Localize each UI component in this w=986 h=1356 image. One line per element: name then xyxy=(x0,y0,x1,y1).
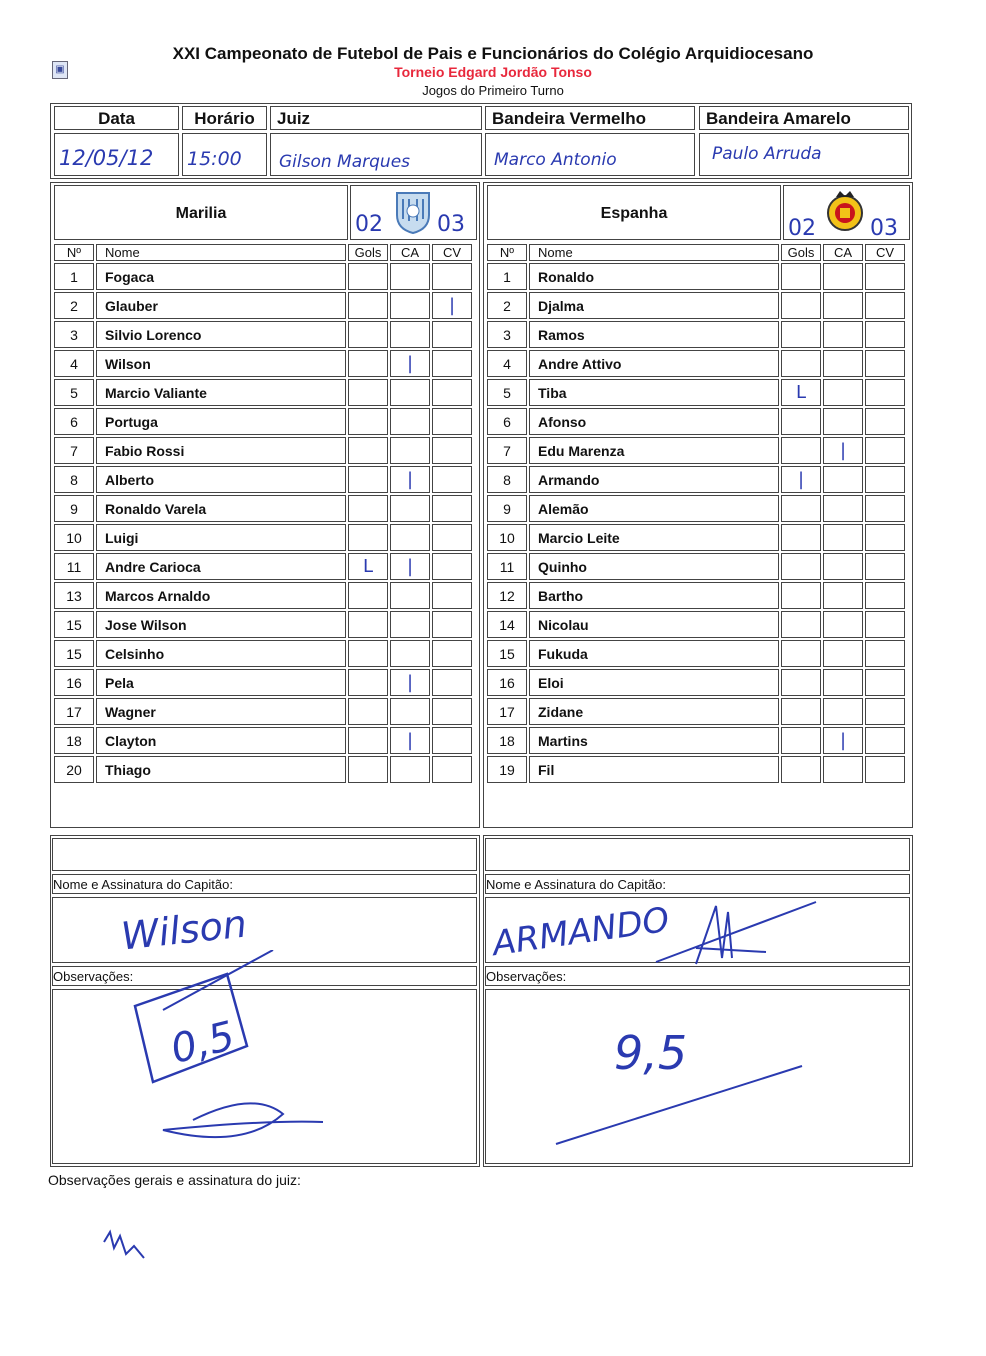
player-goals xyxy=(781,756,821,783)
player-yellow-cards xyxy=(390,321,430,348)
team-left-name: Marilia xyxy=(54,185,348,240)
player-yellow-cards xyxy=(823,292,863,319)
team-right-observation-note: 9,5 xyxy=(614,1026,688,1080)
player-yellow-cards: | xyxy=(390,669,430,696)
player-red-cards xyxy=(432,437,472,464)
player-goals: | xyxy=(781,466,821,493)
player-red-cards xyxy=(865,698,905,725)
player-name: Tiba xyxy=(529,379,779,406)
player-yellow-cards: | xyxy=(823,437,863,464)
player-red-cards xyxy=(432,495,472,522)
yellow-flag-value: Paulo Arruda xyxy=(712,144,822,164)
table-row xyxy=(54,495,472,522)
tournament-subtitle: Torneio Edgard Jordão Tonso xyxy=(394,64,592,80)
player-red-cards xyxy=(432,669,472,696)
table-row xyxy=(487,321,905,348)
table-row xyxy=(487,408,905,435)
table-row xyxy=(487,466,905,493)
player-number: 8 xyxy=(54,466,94,493)
player-name: Glauber xyxy=(96,292,346,319)
player-goals xyxy=(348,408,388,435)
player-goals xyxy=(348,669,388,696)
player-yellow-cards xyxy=(390,292,430,319)
player-goals xyxy=(781,292,821,319)
player-yellow-cards xyxy=(390,408,430,435)
player-red-cards xyxy=(865,437,905,464)
player-goals xyxy=(781,350,821,377)
player-goals xyxy=(348,640,388,667)
player-name: Bartho xyxy=(529,582,779,609)
team-left-observation-note: 0,5 xyxy=(166,1012,240,1074)
team-left-blank-row xyxy=(52,838,477,871)
table-row xyxy=(487,756,905,783)
table-row xyxy=(487,437,905,464)
player-red-cards xyxy=(432,524,472,551)
player-number: 9 xyxy=(487,495,527,522)
player-goals xyxy=(348,698,388,725)
player-red-cards xyxy=(865,582,905,609)
player-number: 14 xyxy=(487,611,527,638)
table-row xyxy=(487,379,905,406)
table-row xyxy=(54,756,472,783)
player-yellow-cards xyxy=(823,698,863,725)
player-red-cards xyxy=(432,640,472,667)
round-label: Jogos do Primeiro Turno xyxy=(422,83,564,98)
player-goals xyxy=(348,582,388,609)
player-name: Fabio Rossi xyxy=(96,437,346,464)
player-name: Marcio Valiante xyxy=(96,379,346,406)
player-red-cards xyxy=(865,263,905,290)
player-name: Pela xyxy=(96,669,346,696)
player-number: 1 xyxy=(487,263,527,290)
column-goals-header: Gols xyxy=(348,244,388,261)
player-red-cards xyxy=(865,466,905,493)
player-yellow-cards xyxy=(823,321,863,348)
referee-notes-label: Observações gerais e assinatura do juiz: xyxy=(48,1172,301,1188)
player-name: Andre Carioca xyxy=(96,553,346,580)
table-row xyxy=(487,669,905,696)
player-goals xyxy=(781,263,821,290)
player-number: 18 xyxy=(487,727,527,754)
player-red-cards xyxy=(432,756,472,783)
player-red-cards xyxy=(865,379,905,406)
table-row xyxy=(54,582,472,609)
column-name-header: Nome xyxy=(529,244,779,261)
player-red-cards xyxy=(432,582,472,609)
player-yellow-cards xyxy=(390,756,430,783)
player-goals xyxy=(781,553,821,580)
table-row xyxy=(54,524,472,551)
player-red-cards xyxy=(432,727,472,754)
player-red-cards xyxy=(865,669,905,696)
column-goals-header: Gols xyxy=(781,244,821,261)
player-red-cards xyxy=(432,466,472,493)
red-flag-cell xyxy=(485,133,695,176)
player-name: Nicolau xyxy=(529,611,779,638)
player-number: 11 xyxy=(487,553,527,580)
player-name: Celsinho xyxy=(96,640,346,667)
player-yellow-cards xyxy=(823,611,863,638)
player-yellow-cards xyxy=(390,582,430,609)
table-row xyxy=(54,669,472,696)
player-yellow-cards xyxy=(823,524,863,551)
player-goals xyxy=(348,727,388,754)
player-red-cards xyxy=(865,495,905,522)
player-red-cards xyxy=(865,727,905,754)
column-yellow-card-header: CA xyxy=(823,244,863,261)
player-number: 3 xyxy=(54,321,94,348)
player-red-cards xyxy=(865,321,905,348)
player-red-cards xyxy=(432,263,472,290)
referee-label: Juiz xyxy=(270,106,482,130)
table-row xyxy=(54,611,472,638)
player-red-cards xyxy=(865,756,905,783)
table-row xyxy=(54,553,472,580)
player-number: 20 xyxy=(54,756,94,783)
player-name: Fil xyxy=(529,756,779,783)
player-number: 9 xyxy=(54,495,94,522)
player-goals xyxy=(348,437,388,464)
time-label: Horário xyxy=(182,106,267,130)
player-goals xyxy=(781,611,821,638)
player-yellow-cards: | xyxy=(390,727,430,754)
team-right-name: Espanha xyxy=(487,185,781,240)
player-number: 7 xyxy=(487,437,527,464)
player-goals xyxy=(348,321,388,348)
player-yellow-cards xyxy=(823,669,863,696)
team-left-observations-label: Observações: xyxy=(53,969,134,984)
player-number: 13 xyxy=(54,582,94,609)
player-number: 15 xyxy=(54,611,94,638)
player-goals xyxy=(781,669,821,696)
player-number: 10 xyxy=(54,524,94,551)
player-goals xyxy=(781,582,821,609)
player-yellow-cards: | xyxy=(390,466,430,493)
team-left-roster xyxy=(52,242,474,785)
date-cell xyxy=(54,133,179,176)
player-name: Ronaldo xyxy=(529,263,779,290)
table-row xyxy=(54,437,472,464)
player-red-cards xyxy=(865,611,905,638)
player-yellow-cards xyxy=(823,379,863,406)
player-yellow-cards xyxy=(823,756,863,783)
table-row xyxy=(487,524,905,551)
player-yellow-cards xyxy=(823,495,863,522)
table-row xyxy=(487,640,905,667)
spain-federation-crest-icon xyxy=(822,188,868,234)
red-flag-label: Bandeira Vermelho xyxy=(485,106,695,130)
time-cell xyxy=(182,133,267,176)
player-name: Jose Wilson xyxy=(96,611,346,638)
player-name: Djalma xyxy=(529,292,779,319)
column-red-card-header: CV xyxy=(865,244,905,261)
player-yellow-cards xyxy=(823,640,863,667)
player-goals: L xyxy=(348,553,388,580)
player-goals xyxy=(348,466,388,493)
player-number: 12 xyxy=(487,582,527,609)
time-value: 15:00 xyxy=(187,148,242,170)
table-row xyxy=(54,263,472,290)
column-yellow-card-header: CA xyxy=(390,244,430,261)
table-row xyxy=(54,698,472,725)
player-number: 18 xyxy=(54,727,94,754)
table-row xyxy=(487,553,905,580)
player-number: 10 xyxy=(487,524,527,551)
player-goals xyxy=(781,698,821,725)
player-name: Marcos Arnaldo xyxy=(96,582,346,609)
player-number: 6 xyxy=(487,408,527,435)
document-icon: ▣ xyxy=(52,61,68,79)
player-number: 3 xyxy=(487,321,527,348)
player-number: 8 xyxy=(487,466,527,493)
player-number: 2 xyxy=(487,292,527,319)
table-row xyxy=(54,408,472,435)
player-yellow-cards xyxy=(390,263,430,290)
team-right-roster-header xyxy=(487,244,905,261)
page-title: XXI Campeonato de Futebol de Pais e Funcionários do Colégio Arquidiocesano xyxy=(172,44,814,63)
team-right-observations-box xyxy=(485,989,910,1164)
player-name: Fukuda xyxy=(529,640,779,667)
player-number: 5 xyxy=(487,379,527,406)
player-name: Luigi xyxy=(96,524,346,551)
team-right-signature-scribble xyxy=(636,898,826,968)
table-row xyxy=(54,321,472,348)
red-flag-value: Marco Antonio xyxy=(494,150,617,170)
player-red-cards xyxy=(865,408,905,435)
team-left-observations-box xyxy=(52,989,477,1164)
team-left-captain-label: Nome e Assinatura do Capitão: xyxy=(53,877,233,892)
date-value: 12/05/12 xyxy=(59,146,154,170)
player-red-cards xyxy=(865,350,905,377)
team-right-score-cell xyxy=(783,185,910,240)
player-number: 4 xyxy=(487,350,527,377)
table-row xyxy=(487,582,905,609)
player-yellow-cards xyxy=(823,350,863,377)
player-yellow-cards xyxy=(390,524,430,551)
player-name: Edu Marenza xyxy=(529,437,779,464)
player-goals: L xyxy=(781,379,821,406)
player-yellow-cards xyxy=(390,437,430,464)
player-name: Afonso xyxy=(529,408,779,435)
player-goals xyxy=(348,611,388,638)
referee-signature-scribble xyxy=(100,1228,150,1262)
player-yellow-cards xyxy=(823,466,863,493)
player-goals xyxy=(348,756,388,783)
player-number: 15 xyxy=(54,640,94,667)
player-goals xyxy=(348,524,388,551)
table-row xyxy=(54,727,472,754)
table-row xyxy=(487,698,905,725)
player-red-cards xyxy=(865,553,905,580)
player-name: Ramos xyxy=(529,321,779,348)
table-row xyxy=(487,350,905,377)
player-yellow-cards xyxy=(823,263,863,290)
player-yellow-cards: | xyxy=(390,350,430,377)
yellow-flag-cell xyxy=(699,133,909,176)
player-red-cards xyxy=(432,698,472,725)
player-name: Eloi xyxy=(529,669,779,696)
referee-cell xyxy=(270,133,482,176)
player-number: 11 xyxy=(54,553,94,580)
table-row xyxy=(487,263,905,290)
player-name: Alemão xyxy=(529,495,779,522)
player-number: 5 xyxy=(54,379,94,406)
player-yellow-cards: | xyxy=(823,727,863,754)
player-number: 7 xyxy=(54,437,94,464)
player-red-cards xyxy=(432,611,472,638)
column-name-header: Nome xyxy=(96,244,346,261)
player-yellow-cards xyxy=(390,611,430,638)
player-number: 17 xyxy=(487,698,527,725)
team-right-captain-signature: ARMANDO xyxy=(490,899,672,965)
player-red-cards xyxy=(865,524,905,551)
team-right-captain-signature-box xyxy=(485,897,910,963)
player-yellow-cards: | xyxy=(390,553,430,580)
column-number-header: Nº xyxy=(54,244,94,261)
column-number-header: Nº xyxy=(487,244,527,261)
player-yellow-cards xyxy=(390,698,430,725)
player-goals xyxy=(348,379,388,406)
player-name: Silvio Lorenco xyxy=(96,321,346,348)
player-yellow-cards xyxy=(390,640,430,667)
team-left-score-cell xyxy=(350,185,477,240)
team-right-observation-stroke xyxy=(546,1060,806,1150)
player-name: Marcio Leite xyxy=(529,524,779,551)
player-name: Fogaca xyxy=(96,263,346,290)
player-name: Wilson xyxy=(96,350,346,377)
player-yellow-cards xyxy=(823,408,863,435)
table-row xyxy=(487,611,905,638)
player-name: Clayton xyxy=(96,727,346,754)
team-left-captain-signature: Wilson xyxy=(119,901,249,959)
player-name: Zidane xyxy=(529,698,779,725)
player-number: 15 xyxy=(487,640,527,667)
player-goals xyxy=(781,408,821,435)
player-goals xyxy=(781,640,821,667)
table-row xyxy=(54,640,472,667)
player-name: Wagner xyxy=(96,698,346,725)
player-name: Quinho xyxy=(529,553,779,580)
player-name: Alberto xyxy=(96,466,346,493)
player-number: 4 xyxy=(54,350,94,377)
player-goals xyxy=(348,350,388,377)
player-goals xyxy=(348,292,388,319)
player-yellow-cards xyxy=(390,379,430,406)
team-right-captain-label-row xyxy=(485,874,910,894)
date-label: Data xyxy=(54,106,179,130)
team-left-roster-header xyxy=(54,244,472,261)
player-red-cards: | xyxy=(432,292,472,319)
player-red-cards xyxy=(432,350,472,377)
table-row xyxy=(54,292,472,319)
player-goals xyxy=(781,727,821,754)
player-goals xyxy=(348,495,388,522)
team-right-captain-label: Nome e Assinatura do Capitão: xyxy=(486,877,666,892)
team-right-blank-row xyxy=(485,838,910,871)
team-right-roster xyxy=(485,242,907,785)
column-red-card-header: CV xyxy=(432,244,472,261)
player-red-cards xyxy=(432,553,472,580)
player-number: 16 xyxy=(54,669,94,696)
team-right-score-right: 03 xyxy=(870,216,898,241)
table-row xyxy=(487,495,905,522)
table-row xyxy=(487,727,905,754)
player-goals xyxy=(781,495,821,522)
team-left-score-right: 03 xyxy=(437,212,465,237)
player-number: 17 xyxy=(54,698,94,725)
team-left-captain-label-row xyxy=(52,874,477,894)
player-red-cards xyxy=(865,292,905,319)
table-row xyxy=(487,292,905,319)
player-number: 1 xyxy=(54,263,94,290)
player-yellow-cards xyxy=(823,582,863,609)
player-number: 19 xyxy=(487,756,527,783)
player-name: Martins xyxy=(529,727,779,754)
player-name: Portuga xyxy=(96,408,346,435)
referee-value: Gilson Marques xyxy=(279,152,411,172)
table-row xyxy=(54,350,472,377)
player-red-cards xyxy=(432,321,472,348)
player-goals xyxy=(781,524,821,551)
player-name: Ronaldo Varela xyxy=(96,495,346,522)
player-name: Thiago xyxy=(96,756,346,783)
table-row xyxy=(54,466,472,493)
player-goals xyxy=(781,321,821,348)
team-right-score-left: 02 xyxy=(788,216,816,241)
player-yellow-cards xyxy=(823,553,863,580)
player-number: 2 xyxy=(54,292,94,319)
player-red-cards xyxy=(865,640,905,667)
player-name: Armando xyxy=(529,466,779,493)
player-number: 6 xyxy=(54,408,94,435)
team-right-observations-label: Observações: xyxy=(486,969,567,984)
player-goals xyxy=(348,263,388,290)
player-red-cards xyxy=(432,379,472,406)
yellow-flag-label: Bandeira Amarelo xyxy=(699,106,909,130)
player-goals xyxy=(781,437,821,464)
player-number: 16 xyxy=(487,669,527,696)
marilia-crest-icon xyxy=(393,189,433,235)
team-right-observations-label-row xyxy=(485,966,910,986)
player-name: Andre Attivo xyxy=(529,350,779,377)
table-row xyxy=(54,379,472,406)
player-yellow-cards xyxy=(390,495,430,522)
team-left-score-left: 02 xyxy=(355,212,383,237)
player-red-cards xyxy=(432,408,472,435)
